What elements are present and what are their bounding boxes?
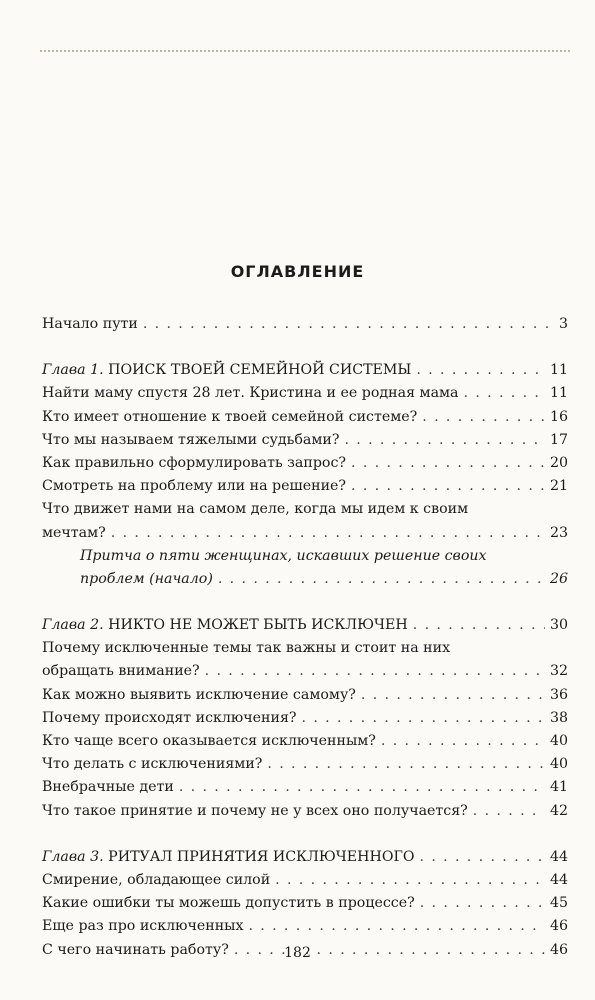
toc-page-number: 46 xyxy=(549,918,568,935)
chapter-label: Глава 3. xyxy=(42,848,104,865)
dot-leader xyxy=(351,452,545,475)
toc-entry-text: Еще раз про исключенных xyxy=(42,918,244,935)
toc-entry[interactable] xyxy=(42,776,568,799)
toc-entry[interactable] xyxy=(42,753,568,776)
toc-page-number: 44 xyxy=(549,848,568,865)
toc-entry-text: Какие ошибки ты можешь допустить в процессе? xyxy=(42,895,415,912)
dot-leader xyxy=(381,730,545,753)
toc-entry[interactable] xyxy=(42,707,568,730)
toc-entry-text: Что делать с исключениями? xyxy=(42,756,263,773)
toc-entry-text: Кто имеет отношение к твоей семейной системе? xyxy=(42,408,418,425)
toc-entry[interactable] xyxy=(42,660,568,683)
toc-entry-text: Как правильно сформулировать запрос? xyxy=(42,454,347,471)
toc-page-number: 41 xyxy=(549,779,568,796)
toc-entry-text: обращать внимание? xyxy=(42,663,200,680)
toc-page-number: 11 xyxy=(549,385,568,402)
dot-leader xyxy=(351,475,545,498)
dot-leader xyxy=(275,869,545,892)
toc-page-number: 40 xyxy=(549,756,568,773)
toc-entry[interactable] xyxy=(42,429,568,452)
toc-entry-text: Что такое принятие и почему не у всех оно получается? xyxy=(42,802,468,819)
toc-entry-text: Что мы называем тяжелыми судьбами? xyxy=(42,431,340,448)
toc-entry[interactable] xyxy=(42,475,568,498)
top-decorative-rule xyxy=(40,50,570,52)
toc-page-number: 46 xyxy=(549,941,568,958)
section-gap xyxy=(42,823,568,846)
chapter-label: Глава 2. xyxy=(42,617,104,634)
toc-entry-first-line[interactable]: Что движет нами на самом деле, когда мы идем к своим xyxy=(42,501,469,518)
toc-entry-text: Смирение, обладающее силой xyxy=(42,871,271,888)
toc-entry-text: Найти маму спустя 28 лет. Кристина и ее родная мама xyxy=(42,385,459,402)
toc-entry[interactable] xyxy=(42,406,568,429)
dot-leader xyxy=(473,800,545,823)
dot-leader xyxy=(179,776,545,799)
toc-chapter-2[interactable] xyxy=(42,614,568,637)
dot-leader xyxy=(218,568,545,591)
toc-subentry[interactable] xyxy=(42,568,568,591)
dot-leader xyxy=(267,753,545,776)
toc-page-number: 44 xyxy=(549,871,568,888)
toc-page-number: 36 xyxy=(549,686,568,703)
dot-leader xyxy=(143,313,554,336)
toc-entry[interactable] xyxy=(42,382,568,405)
dot-leader xyxy=(464,382,545,405)
toc-entry-text: проблем (начало) xyxy=(80,570,213,587)
dot-leader xyxy=(361,684,545,707)
toc-page-number: 20 xyxy=(549,454,568,471)
dot-leader xyxy=(248,915,544,938)
toc-entry-text: Как можно выявить исключение самому? xyxy=(42,686,356,703)
dot-leader xyxy=(416,359,545,382)
toc-entry-text: С чего начинать работу? xyxy=(42,941,229,958)
page-number: 182 xyxy=(284,945,311,961)
toc-title: ОГЛАВЛЕНИЕ xyxy=(230,262,365,281)
table-of-contents xyxy=(42,313,568,962)
toc-entry-intro[interactable] xyxy=(42,313,568,336)
toc-page-number: 26 xyxy=(549,570,568,587)
toc-entry[interactable] xyxy=(42,915,568,938)
toc-page-number: 17 xyxy=(549,431,568,448)
chapter-title: РИТУАЛ ПРИНЯТИЯ ИСКЛЮЧЕННОГО xyxy=(103,848,415,865)
chapter-title: ПОИСК ТВОЕЙ СЕМЕЙНОЙ СИСТЕМЫ xyxy=(103,362,412,379)
toc-page-number: 40 xyxy=(549,733,568,749)
toc-entry[interactable] xyxy=(42,892,568,915)
toc-entry[interactable] xyxy=(42,800,568,823)
dot-leader xyxy=(205,660,545,683)
toc-chapter-1[interactable] xyxy=(42,359,568,382)
chapter-title: НИКТО НЕ МОЖЕТ БЫТЬ ИСКЛЮЧЕН xyxy=(103,617,408,634)
dot-leader xyxy=(422,406,545,429)
toc-entry-text: мечтам? xyxy=(42,524,106,541)
toc-page-number: 30 xyxy=(549,617,568,634)
toc-entry-text: Начало пути xyxy=(42,316,138,332)
dot-leader xyxy=(344,429,544,452)
toc-entry-first-line[interactable]: Почему исключенные темы так важны и стоит на них xyxy=(42,640,451,657)
section-gap xyxy=(42,591,568,614)
toc-entry-text: Смотреть на проблему или на решение? xyxy=(42,478,347,495)
toc-entry[interactable] xyxy=(42,522,568,545)
dot-leader xyxy=(111,522,545,545)
toc-entry[interactable] xyxy=(42,869,568,892)
dot-leader xyxy=(413,614,545,637)
toc-page-number: 11 xyxy=(549,362,568,379)
toc-page-number: 23 xyxy=(549,524,568,541)
toc-page-number: 21 xyxy=(549,478,568,495)
toc-entry-text: Кто чаще всего оказывается исключенным? xyxy=(42,733,376,749)
toc-subentry-first-line[interactable]: Притча о пяти женщинах, искавших решение своих xyxy=(80,547,487,564)
toc-entry-text: Внебрачные дети xyxy=(42,779,174,796)
toc-page-number: 38 xyxy=(549,709,568,726)
dot-leader xyxy=(302,707,545,730)
toc-page-number: 32 xyxy=(549,663,568,680)
dot-leader xyxy=(420,892,545,915)
toc-entry-text: Почему происходят исключения? xyxy=(42,709,297,726)
dot-leader xyxy=(420,846,545,869)
toc-page-number: 45 xyxy=(549,895,568,912)
toc-entry[interactable] xyxy=(42,684,568,707)
chapter-label: Глава 1. xyxy=(42,362,104,379)
toc-entry[interactable] xyxy=(42,452,568,475)
section-gap xyxy=(42,336,568,359)
toc-chapter-3[interactable] xyxy=(42,846,568,869)
toc-entry[interactable] xyxy=(42,730,568,753)
toc-page-number: 16 xyxy=(549,408,568,425)
toc-page-number: 42 xyxy=(549,802,568,819)
toc-page-number: 3 xyxy=(558,316,568,332)
